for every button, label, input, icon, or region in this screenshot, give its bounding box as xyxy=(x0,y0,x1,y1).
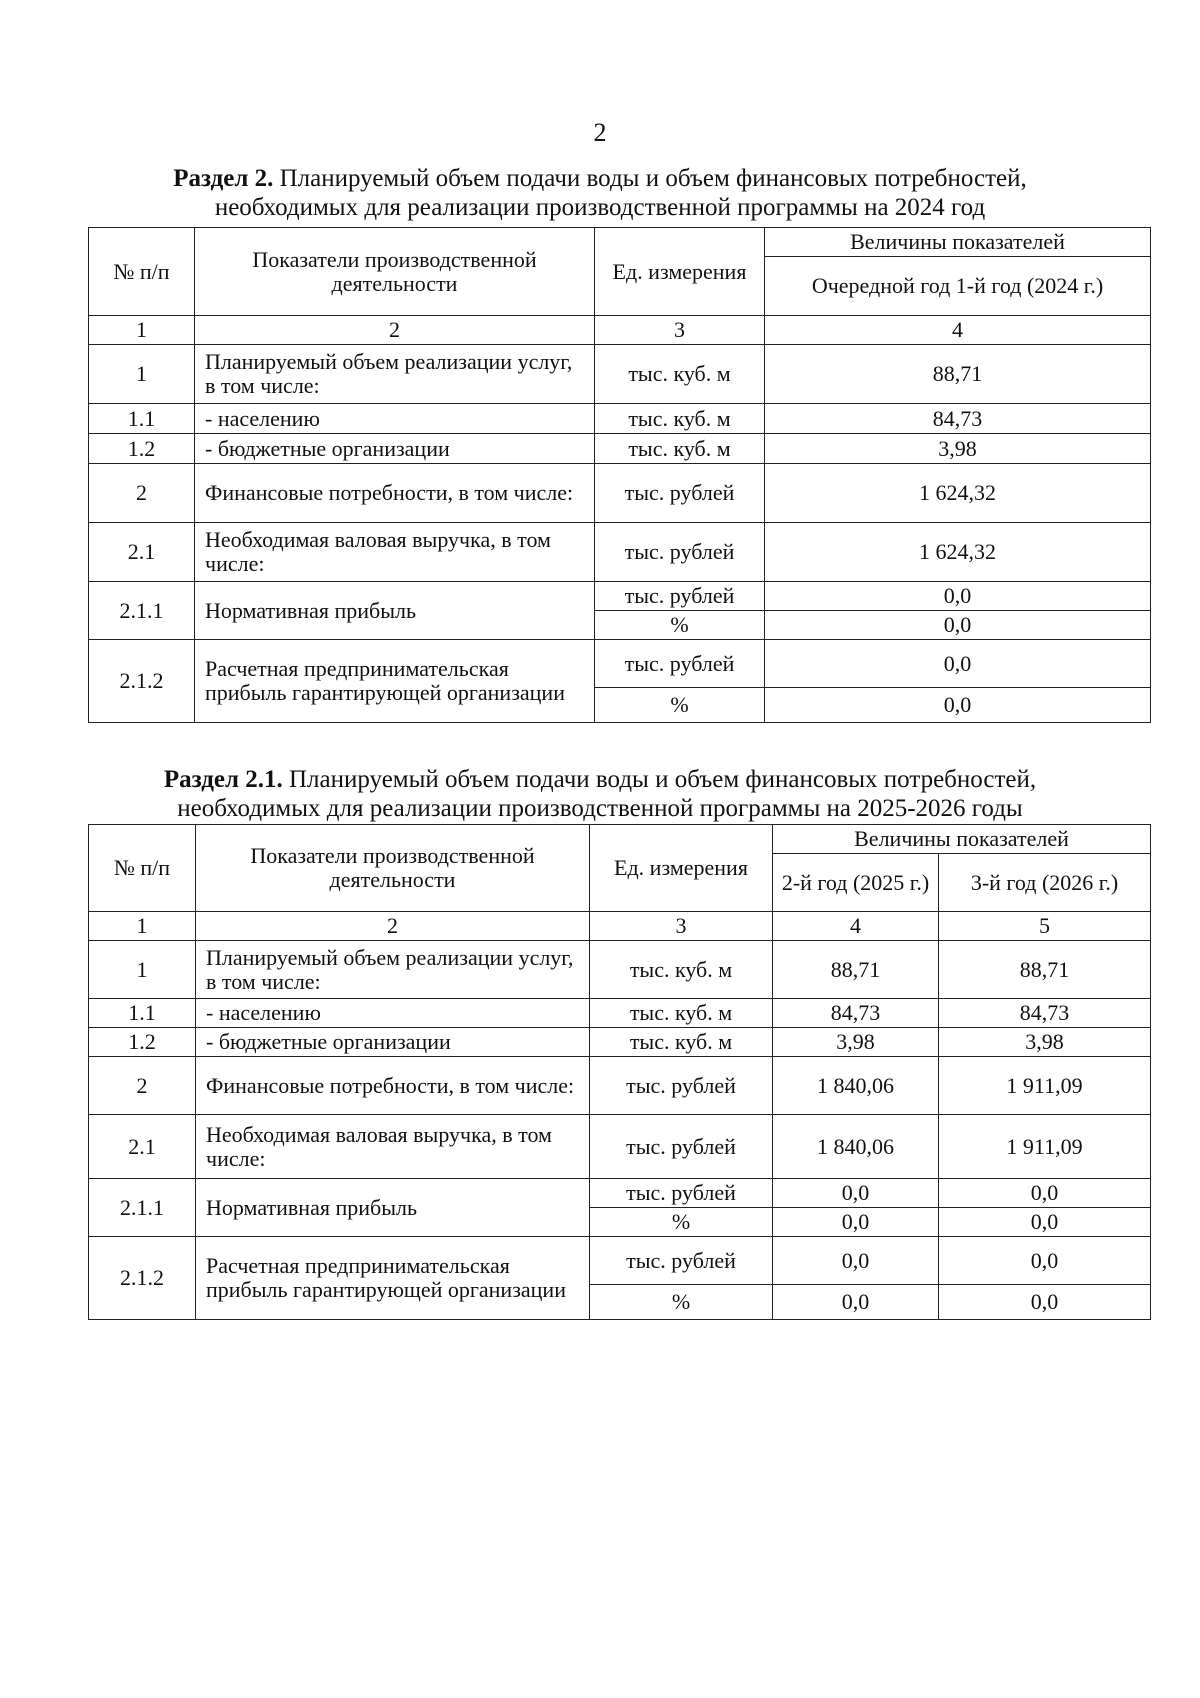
row-unit: % xyxy=(590,1285,773,1320)
section-2-1-heading xyxy=(0,765,1200,823)
table-row xyxy=(89,434,1151,464)
header-year-1: Очередной год 1-й год (2024 г.) xyxy=(765,257,1151,316)
row-num: 1.2 xyxy=(89,434,195,464)
column-number-row xyxy=(89,912,1151,941)
row-indicator: - бюджетные организации xyxy=(196,1028,590,1057)
section-2-table xyxy=(88,227,1151,723)
row-value: 3,98 xyxy=(765,434,1151,464)
table-row xyxy=(89,404,1151,434)
row-indicator: Расчетная предпринимательская прибыль гарантирующей организации xyxy=(196,1237,590,1320)
row-num: 1.1 xyxy=(89,999,196,1028)
row-unit: тыс. куб. м xyxy=(590,941,773,999)
section-2-heading-line2: необходимых для реализации производственной программы на 2024 год xyxy=(214,194,986,221)
row-num: 1.1 xyxy=(89,404,195,434)
table-row xyxy=(89,1057,1151,1115)
row-value-2026: 0,0 xyxy=(939,1285,1151,1320)
row-unit: тыс. рублей xyxy=(590,1237,773,1285)
row-num: 1 xyxy=(89,941,196,999)
section-2-1-heading-line1 xyxy=(0,765,1200,794)
row-value-2025: 1 840,06 xyxy=(773,1115,939,1179)
column-number-row xyxy=(89,316,1151,345)
row-value-2026: 3,98 xyxy=(939,1028,1151,1057)
row-indicator: Финансовые потребности, в том числе: xyxy=(195,464,595,523)
row-value-2026: 1 911,09 xyxy=(939,1115,1151,1179)
row-value-2025: 1 840,06 xyxy=(773,1057,939,1115)
row-value: 1 624,32 xyxy=(765,523,1151,582)
section-2-heading-bold: Раздел 2. xyxy=(173,165,274,192)
row-value-2025: 3,98 xyxy=(773,1028,939,1057)
section-2-1-heading-text: Планируемый объем подачи воды и объем финансовых потребностей, xyxy=(282,766,1037,793)
column-number: 1 xyxy=(89,316,195,345)
row-value-2026: 88,71 xyxy=(939,941,1151,999)
row-unit: тыс. куб. м xyxy=(590,1028,773,1057)
table-header-row xyxy=(89,825,1151,854)
row-value-2025: 84,73 xyxy=(773,999,939,1028)
row-unit: тыс. рублей xyxy=(590,1115,773,1179)
table-row xyxy=(89,1115,1151,1179)
row-value-2026: 1 911,09 xyxy=(939,1057,1151,1115)
row-value: 0,0 xyxy=(765,582,1151,611)
row-indicator: Планируемый объем реализации услуг, в том числе: xyxy=(195,345,595,404)
row-unit: тыс. рублей xyxy=(590,1057,773,1115)
table-row xyxy=(89,345,1151,404)
row-unit: % xyxy=(595,611,765,640)
table-row xyxy=(89,1028,1151,1057)
column-number: 3 xyxy=(595,316,765,345)
column-number: 4 xyxy=(773,912,939,941)
section-2-heading xyxy=(0,164,1200,222)
column-number: 2 xyxy=(195,316,595,345)
column-number: 3 xyxy=(590,912,773,941)
row-unit: тыс. рублей xyxy=(595,582,765,611)
row-unit: тыс. куб. м xyxy=(595,404,765,434)
section-2-1-heading-line2: необходимых для реализации производственной программы на 2025-2026 годы xyxy=(177,795,1023,822)
header-indicator: Показатели производственной деятельности xyxy=(196,825,590,912)
table-row xyxy=(89,640,1151,688)
section-2-1-heading-bold: Раздел 2.1. xyxy=(163,766,283,793)
row-num: 2.1.2 xyxy=(89,1237,196,1320)
header-num: № п/п xyxy=(89,825,196,912)
table-row xyxy=(89,1237,1151,1285)
table-row xyxy=(89,999,1151,1028)
row-value-2026: 0,0 xyxy=(939,1208,1151,1237)
row-indicator: Нормативная прибыль xyxy=(195,582,595,640)
column-number: 5 xyxy=(939,912,1151,941)
row-num: 1 xyxy=(89,345,195,404)
row-unit: тыс. рублей xyxy=(595,523,765,582)
table-row xyxy=(89,582,1151,611)
row-value-2025: 0,0 xyxy=(773,1237,939,1285)
table-row xyxy=(89,523,1151,582)
row-value-2025: 88,71 xyxy=(773,941,939,999)
column-number: 2 xyxy=(196,912,590,941)
header-unit: Ед. измерения xyxy=(590,825,773,912)
row-value: 0,0 xyxy=(765,640,1151,688)
row-unit: тыс. куб. м xyxy=(595,434,765,464)
page-number: 2 xyxy=(593,118,607,147)
row-value-2026: 0,0 xyxy=(939,1237,1151,1285)
header-year-2: 2-й год (2025 г.) xyxy=(773,854,939,912)
section-2-heading-line1 xyxy=(0,164,1200,193)
row-num: 1.2 xyxy=(89,1028,196,1057)
row-unit: тыс. рублей xyxy=(595,640,765,688)
row-unit: тыс. куб. м xyxy=(595,345,765,404)
row-indicator: Расчетная предпринимательская прибыль гарантирующей организации xyxy=(195,640,595,723)
header-indicator: Показатели производственной деятельности xyxy=(195,228,595,316)
row-value-2025: 0,0 xyxy=(773,1179,939,1208)
row-num: 2 xyxy=(89,1057,196,1115)
row-unit: тыс. рублей xyxy=(595,464,765,523)
row-indicator: Финансовые потребности, в том числе: xyxy=(196,1057,590,1115)
row-num: 2.1 xyxy=(89,1115,196,1179)
section-2-1-table xyxy=(88,824,1151,1320)
column-number: 4 xyxy=(765,316,1151,345)
header-unit: Ед. измерения xyxy=(595,228,765,316)
header-values: Величины показателей xyxy=(773,825,1151,854)
row-value: 0,0 xyxy=(765,611,1151,640)
row-value-2025: 0,0 xyxy=(773,1285,939,1320)
row-indicator: Планируемый объем реализации услуг, в том числе: xyxy=(196,941,590,999)
table-row xyxy=(89,464,1151,523)
row-indicator: Нормативная прибыль xyxy=(196,1179,590,1237)
row-indicator: - населению xyxy=(195,404,595,434)
row-num: 2.1 xyxy=(89,523,195,582)
row-unit: % xyxy=(595,688,765,723)
header-num: № п/п xyxy=(89,228,195,316)
row-num: 2.1.1 xyxy=(89,1179,196,1237)
header-year-3: 3-й год (2026 г.) xyxy=(939,854,1151,912)
row-value: 88,71 xyxy=(765,345,1151,404)
row-value: 0,0 xyxy=(765,688,1151,723)
row-indicator: - бюджетные организации xyxy=(195,434,595,464)
row-num: 2.1.1 xyxy=(89,582,195,640)
table-row xyxy=(89,941,1151,999)
row-num: 2 xyxy=(89,464,195,523)
row-indicator: Необходимая валовая выручка, в том числе: xyxy=(195,523,595,582)
row-indicator: - населению xyxy=(196,999,590,1028)
row-value-2026: 84,73 xyxy=(939,999,1151,1028)
row-num: 2.1.2 xyxy=(89,640,195,723)
row-value: 1 624,32 xyxy=(765,464,1151,523)
row-unit: % xyxy=(590,1208,773,1237)
row-value-2026: 0,0 xyxy=(939,1179,1151,1208)
row-value-2025: 0,0 xyxy=(773,1208,939,1237)
row-indicator: Необходимая валовая выручка, в том числе: xyxy=(196,1115,590,1179)
table-row xyxy=(89,1179,1151,1208)
row-value: 84,73 xyxy=(765,404,1151,434)
table-header-row xyxy=(89,228,1151,257)
column-number: 1 xyxy=(89,912,196,941)
row-unit: тыс. рублей xyxy=(590,1179,773,1208)
section-2-heading-text: Планируемый объем подачи воды и объем финансовых потребностей, xyxy=(273,165,1027,192)
header-values: Величины показателей xyxy=(765,228,1151,257)
row-unit: тыс. куб. м xyxy=(590,999,773,1028)
